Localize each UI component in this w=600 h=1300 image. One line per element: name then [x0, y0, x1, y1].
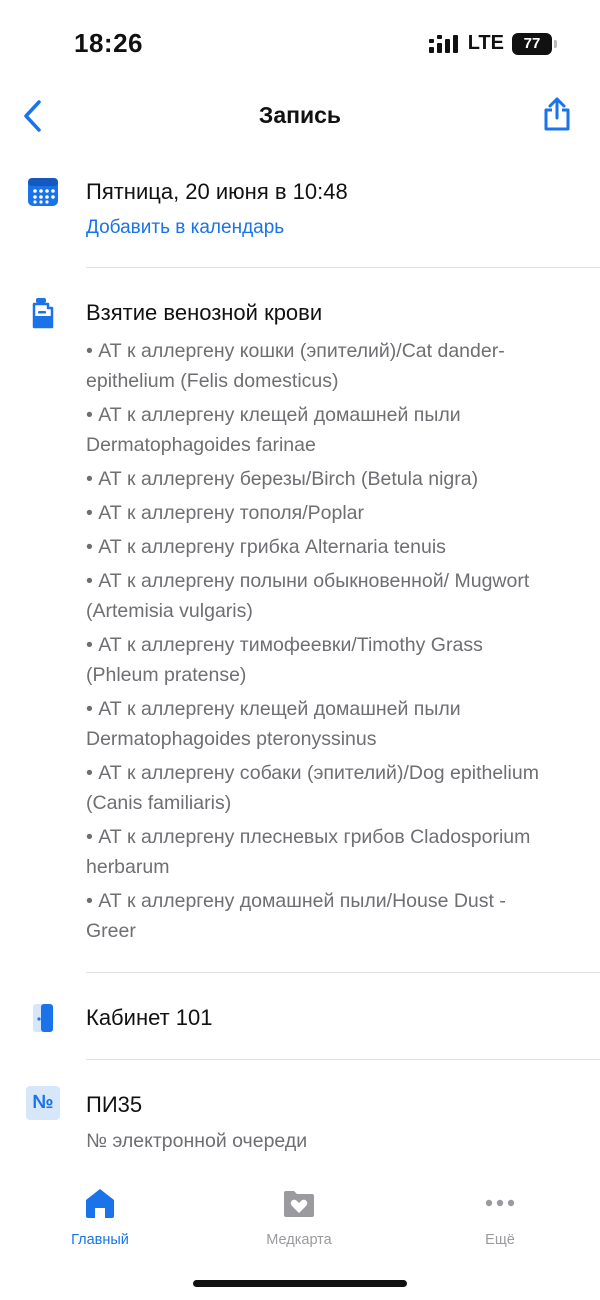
list-item: • АТ к аллергену грибка Alternaria tenuis: [86, 536, 446, 558]
tab-home[interactable]: [30, 1186, 170, 1248]
list-item: • АТ к аллергену полыни обыкновенной/ Mugwort (Artemisia vulgaris): [86, 570, 530, 622]
tab-label: Медкарта: [266, 1232, 332, 1248]
medcard-icon: [281, 1186, 317, 1220]
test-tube-icon: [26, 296, 60, 330]
calendar-icon: [26, 175, 60, 209]
signal-icon: [428, 34, 460, 54]
more-icon: [482, 1186, 518, 1220]
queue-title: ПИ35: [86, 1092, 143, 1117]
tab-more[interactable]: [430, 1186, 570, 1248]
procedure-section: [0, 268, 600, 972]
door-icon: [26, 1001, 60, 1035]
status-time: 18:26: [74, 28, 143, 58]
list-item: • АТ к аллергену кошки (эпителий)/Cat dander-epithelium (Felis domesticus): [86, 340, 505, 392]
room-section: [0, 973, 600, 1059]
list-item: • АТ к аллергену тополя/Poplar: [86, 502, 365, 524]
room-title: Кабинет 101: [86, 1005, 213, 1030]
queue-icon-label: №: [32, 1092, 54, 1113]
procedure-title: Взятие венозной крови: [86, 300, 323, 325]
tab-bar: [0, 1172, 600, 1300]
navigation-bar: [0, 92, 600, 142]
tab-label: Главный: [71, 1232, 129, 1248]
tab-label: Ещё: [485, 1232, 515, 1248]
date-section: [0, 165, 600, 267]
list-item: • АТ к аллергену клещей домашней пыли Dermatophagoides farinae: [86, 404, 461, 456]
list-item: • АТ к аллергену домашней пыли/House Dust - Greer: [86, 890, 506, 942]
appointment-details: [0, 165, 600, 1170]
list-item: • АТ к аллергену березы/Birch (Betula nigra): [86, 468, 479, 490]
analysis-list: [86, 336, 560, 946]
list-item: • АТ к аллергену собаки (эпителий)/Dog epithelium (Canis familiaris): [86, 762, 539, 814]
add-to-calendar-link[interactable]: Добавить в календарь: [86, 217, 285, 238]
status-bar: [0, 0, 600, 90]
home-icon: [82, 1186, 118, 1220]
share-icon[interactable]: [542, 96, 572, 132]
list-item: • АТ к аллергену плесневых грибов Cladosporium herbarum: [86, 826, 531, 878]
list-item: • АТ к аллергену клещей домашней пыли Dermatophagoides pteronyssinus: [86, 698, 461, 750]
home-indicator: [193, 1280, 407, 1287]
page-title: Запись: [258, 102, 342, 128]
list-item: • АТ к аллергену тимофеевки/Timothy Grass (Phleum pratense): [86, 634, 483, 686]
battery-icon: [512, 33, 552, 55]
appointment-datetime: Пятница, 20 июня в 10:48: [86, 179, 348, 204]
network-type: LTE: [467, 32, 504, 54]
queue-number-icon: [26, 1086, 60, 1120]
tab-medcard[interactable]: [229, 1186, 369, 1248]
battery-level: 77: [523, 35, 541, 52]
status-indicators: [428, 32, 552, 55]
queue-subtitle: № электронной очереди: [86, 1130, 308, 1152]
queue-section: [0, 1060, 600, 1170]
